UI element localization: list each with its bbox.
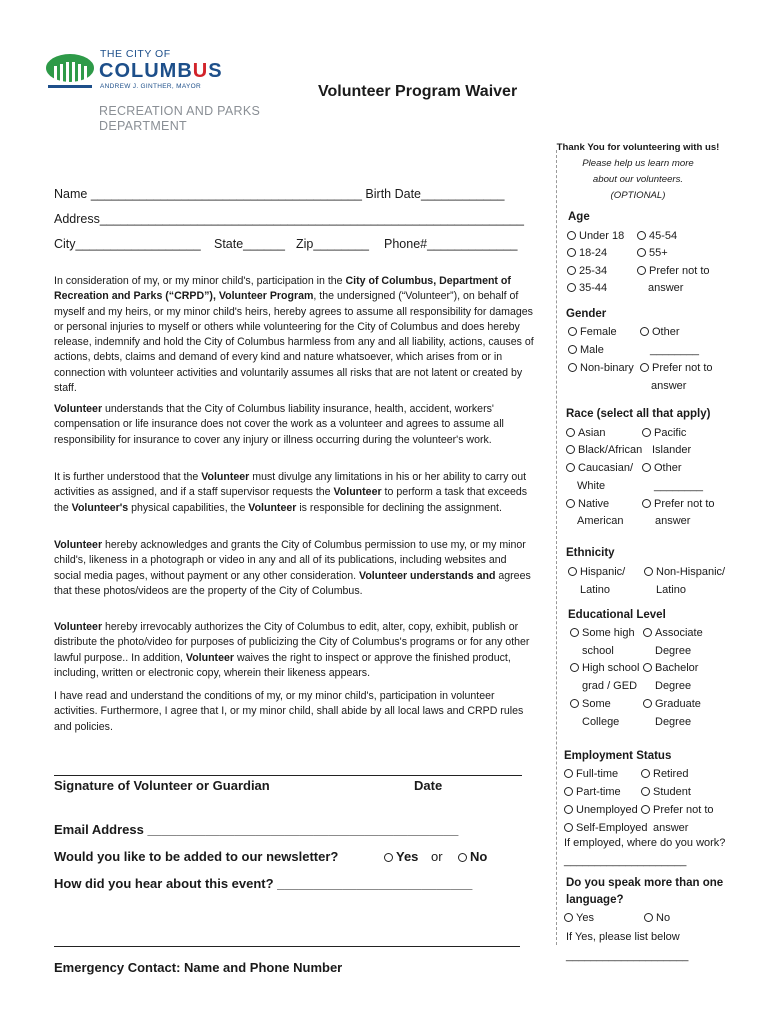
employment-self-employed[interactable]: Self-Employed bbox=[564, 822, 648, 834]
race-prefer-not-2: answer bbox=[655, 515, 691, 527]
radio-icon bbox=[568, 363, 577, 372]
radio-icon bbox=[640, 327, 649, 336]
radio-icon bbox=[384, 853, 393, 862]
emergency-contact-line[interactable] bbox=[54, 946, 520, 947]
employment-retired[interactable]: Retired bbox=[641, 768, 688, 780]
language-no[interactable]: No bbox=[644, 912, 670, 924]
education-high-school[interactable]: High school bbox=[570, 662, 639, 674]
newsletter-or: or bbox=[431, 849, 443, 864]
department-line1: RECREATION AND PARKS bbox=[99, 104, 261, 118]
age-prefer-not-2: answer bbox=[648, 282, 684, 294]
age-25-34[interactable]: 25-34 bbox=[567, 265, 607, 277]
radio-icon bbox=[564, 823, 573, 832]
gender-prefer-not-2: answer bbox=[651, 380, 687, 392]
race-caucasian-2: White bbox=[577, 480, 606, 492]
education-graduate-2: Degree bbox=[655, 716, 692, 728]
radio-icon bbox=[642, 463, 651, 472]
waiver-paragraph-3: It is further understood that the Volunteer must divulge any limitations in his or her ability to carry out activities as assigned, and if a staff supervisor requests the Volunteer to perform a task that exceeds the Volunteer's physical capabilities, the Volunteer is responsible for declining the assignment. bbox=[54, 471, 528, 514]
radio-icon bbox=[643, 663, 652, 672]
gender-prefer-not[interactable]: Prefer not to bbox=[640, 362, 713, 374]
education-some-high-2: school bbox=[582, 645, 614, 657]
date-label: Date bbox=[414, 778, 443, 793]
age-prefer-not[interactable]: Prefer not to bbox=[637, 265, 710, 277]
age-under-18[interactable]: Under 18 bbox=[567, 230, 624, 242]
race-other[interactable]: Other bbox=[642, 462, 682, 474]
radio-icon bbox=[568, 345, 577, 354]
department-line2: DEPARTMENT bbox=[99, 119, 187, 133]
gender-male[interactable]: Male bbox=[568, 344, 604, 356]
radio-icon bbox=[566, 463, 575, 472]
education-associate[interactable]: Associate bbox=[643, 627, 703, 639]
employment-heading: Employment Status bbox=[564, 750, 672, 762]
radio-icon bbox=[458, 853, 467, 862]
signature-label: Signature of Volunteer or Guardian bbox=[54, 778, 270, 793]
education-high-school-2: grad / GED bbox=[582, 680, 638, 692]
race-other-line[interactable]: ________ bbox=[654, 480, 703, 492]
logo-columbus: COLUMBUS bbox=[99, 60, 223, 82]
radio-icon bbox=[567, 231, 576, 240]
sidebar-help-2: about our volunteers. bbox=[592, 174, 684, 185]
race-black-african[interactable]: Black/African bbox=[566, 444, 642, 456]
phone-field[interactable]: Phone#_____________ bbox=[384, 237, 518, 251]
race-caucasian[interactable]: Caucasian/ bbox=[566, 462, 633, 474]
race-asian[interactable]: Asian bbox=[566, 427, 606, 439]
gender-other-line[interactable]: ________ bbox=[650, 344, 699, 356]
gender-other[interactable]: Other bbox=[640, 326, 680, 338]
hear-about-field[interactable]: How did you hear about this event? ___________________________ bbox=[54, 876, 473, 891]
signature-line[interactable] bbox=[54, 775, 522, 776]
education-some-college-2: College bbox=[582, 716, 620, 728]
newsletter-no-option[interactable]: No bbox=[458, 849, 487, 864]
language-heading-2: language? bbox=[566, 894, 624, 906]
sidebar-thanks: Thank You for volunteering with us! bbox=[556, 142, 720, 153]
radio-icon bbox=[641, 787, 650, 796]
name-birthdate-field[interactable]: Name _______________________________________ Birth Date____________ bbox=[54, 187, 505, 201]
age-35-44[interactable]: 35-44 bbox=[567, 282, 607, 294]
radio-icon bbox=[564, 805, 573, 814]
emergency-contact-label: Emergency Contact: Name and Phone Number bbox=[54, 960, 343, 975]
employment-part-time[interactable]: Part-time bbox=[564, 786, 621, 798]
age-18-24[interactable]: 18-24 bbox=[567, 247, 607, 259]
radio-icon bbox=[570, 628, 579, 637]
radio-icon bbox=[564, 913, 573, 922]
radio-icon bbox=[637, 248, 646, 257]
radio-icon bbox=[644, 913, 653, 922]
employment-prefer-not[interactable]: Prefer not to bbox=[641, 804, 714, 816]
age-45-54[interactable]: 45-54 bbox=[637, 230, 677, 242]
gender-non-binary[interactable]: Non-binary bbox=[568, 362, 634, 374]
ethnicity-hispanic[interactable]: Hispanic/ bbox=[568, 566, 625, 578]
radio-icon bbox=[570, 663, 579, 672]
sidebar-optional: (OPTIONAL) bbox=[610, 190, 666, 201]
waiver-paragraph-1: In consideration of my, or my minor child's, participation in the City of Columbus, Department of Recreation and Parks (“CRPD”), Volunteer Program, the undersigned (“Volunteer”), on behalf of myself and my heirs, or my minor child's heirs, hereby agrees to assume all responsibility for damages or personal injuries to myself or others while volunteering for the City of Columbus and does hereby release, indemnify and hold the City of Columbus harmless from any and all liability, actions, causes of actions, debts, claims and demand of every kind and nature whatsoever, which arises from or in connection with volunteer activities and voluntarily assumes all risks that are not latent or created by staff. bbox=[54, 275, 534, 395]
ethnicity-heading: Ethnicity bbox=[566, 547, 615, 559]
education-some-high[interactable]: Some high bbox=[570, 627, 635, 639]
zip-field[interactable]: Zip________ bbox=[296, 237, 369, 251]
gender-female[interactable]: Female bbox=[568, 326, 617, 338]
radio-icon bbox=[567, 283, 576, 292]
radio-icon bbox=[644, 567, 653, 576]
newsletter-yes-option[interactable]: Yes bbox=[384, 849, 418, 864]
radio-icon bbox=[570, 699, 579, 708]
race-native-2: American bbox=[577, 515, 624, 527]
waiver-paragraph-5: Volunteer hereby irrevocably authorizes the City of Columbus to edit, alter, copy, exhibit, publish or distribute the photo/video for purposes of publicizing the City of Columbus's programs or for any other lawful purpose.. In addition, Volunteer waives the right to inspect or approve the finished product, including, written or electronic copy, wherein their likeness appears. bbox=[54, 621, 530, 679]
radio-icon bbox=[641, 805, 650, 814]
radio-icon bbox=[643, 699, 652, 708]
email-field[interactable]: Email Address ___________________________________________ bbox=[54, 822, 459, 837]
language-list-label: If Yes, please list below bbox=[566, 931, 680, 943]
education-heading: Educational Level bbox=[568, 609, 666, 621]
waiver-paragraph-4: Volunteer hereby acknowledges and grants the City of Columbus permission to use my, or my minor child's, likeness in a photograph or video in any and all of its publications, including websites and social media pages, without payment or any other consideration. Volunteer understands and agrees that these photos/videos are the property of the City of Columbus. bbox=[54, 539, 531, 597]
employment-full-time[interactable]: Full-time bbox=[564, 768, 618, 780]
logo-city-of: THE CITY OF bbox=[100, 48, 171, 60]
radio-icon bbox=[637, 266, 646, 275]
radio-icon bbox=[568, 327, 577, 336]
employment-where: If employed, where do you work? bbox=[564, 837, 726, 849]
race-heading: Race (select all that apply) bbox=[566, 408, 711, 420]
city-field[interactable]: City__________________ bbox=[54, 237, 201, 251]
radio-icon bbox=[642, 499, 651, 508]
ethnicity-non-hispanic[interactable]: Non-Hispanic/ bbox=[644, 566, 725, 578]
language-yes[interactable]: Yes bbox=[564, 912, 594, 924]
waiver-paragraph-6: I have read and understand the conditions of my, or my minor child's, participation in volunteer activities. Furthermore, I agree that I, or my minor child, shall abide by all local laws and CRPD rules and policies. bbox=[54, 690, 524, 733]
race-pacific-2: Islander bbox=[652, 444, 692, 456]
ethnicity-hispanic-2: Latino bbox=[580, 584, 610, 596]
waiver-paragraph-2: Volunteer understands that the City of Columbus liability insurance, health, accident, workers' compensation or life insurance does not cover the work as a volunteer and agrees to assume all responsibility for insurance to cover any injury or illness occurring during the volunteer's work. bbox=[54, 403, 504, 446]
columbus-logo-icon bbox=[44, 52, 96, 92]
education-bachelor[interactable]: Bachelor bbox=[643, 662, 698, 674]
sidebar-help-1: Please help us learn more bbox=[582, 158, 694, 169]
radio-icon bbox=[566, 445, 575, 454]
employment-prefer-not-2: answer bbox=[653, 822, 689, 834]
radio-icon bbox=[566, 499, 575, 508]
race-prefer-not[interactable]: Prefer not to bbox=[642, 498, 715, 510]
gender-heading: Gender bbox=[566, 308, 607, 320]
language-list-line[interactable]: ____________________ bbox=[566, 950, 689, 962]
radio-icon bbox=[642, 428, 651, 437]
education-some-college[interactable]: Some bbox=[570, 698, 611, 710]
page-title: Volunteer Program Waiver bbox=[318, 83, 518, 100]
language-heading-1: Do you speak more than one bbox=[566, 877, 724, 889]
education-graduate[interactable]: Graduate bbox=[643, 698, 701, 710]
race-pacific[interactable]: Pacific bbox=[642, 427, 686, 439]
radio-icon bbox=[567, 248, 576, 257]
employment-student[interactable]: Student bbox=[641, 786, 691, 798]
address-field[interactable]: Address_____________________________________________________________ bbox=[54, 212, 524, 226]
education-bachelor-2: Degree bbox=[655, 680, 692, 692]
age-heading: Age bbox=[568, 211, 590, 223]
employment-unemployed[interactable]: Unemployed bbox=[564, 804, 638, 816]
logo-mayor: ANDREW J. GINTHER, MAYOR bbox=[100, 83, 201, 90]
employment-where-line[interactable]: ____________________ bbox=[564, 855, 687, 867]
radio-icon bbox=[566, 428, 575, 437]
state-field[interactable]: State______ bbox=[214, 237, 285, 251]
radio-icon bbox=[564, 769, 573, 778]
radio-icon bbox=[568, 567, 577, 576]
education-associate-2: Degree bbox=[655, 645, 692, 657]
radio-icon bbox=[567, 266, 576, 275]
newsletter-question: Would you like to be added to our newsletter? bbox=[54, 849, 339, 864]
age-55-plus[interactable]: 55+ bbox=[637, 247, 668, 259]
radio-icon bbox=[641, 769, 650, 778]
radio-icon bbox=[637, 231, 646, 240]
radio-icon bbox=[640, 363, 649, 372]
radio-icon bbox=[564, 787, 573, 796]
ethnicity-non-hispanic-2: Latino bbox=[656, 584, 686, 596]
race-native[interactable]: Native bbox=[566, 498, 609, 510]
sidebar-divider bbox=[556, 150, 557, 945]
radio-icon bbox=[643, 628, 652, 637]
